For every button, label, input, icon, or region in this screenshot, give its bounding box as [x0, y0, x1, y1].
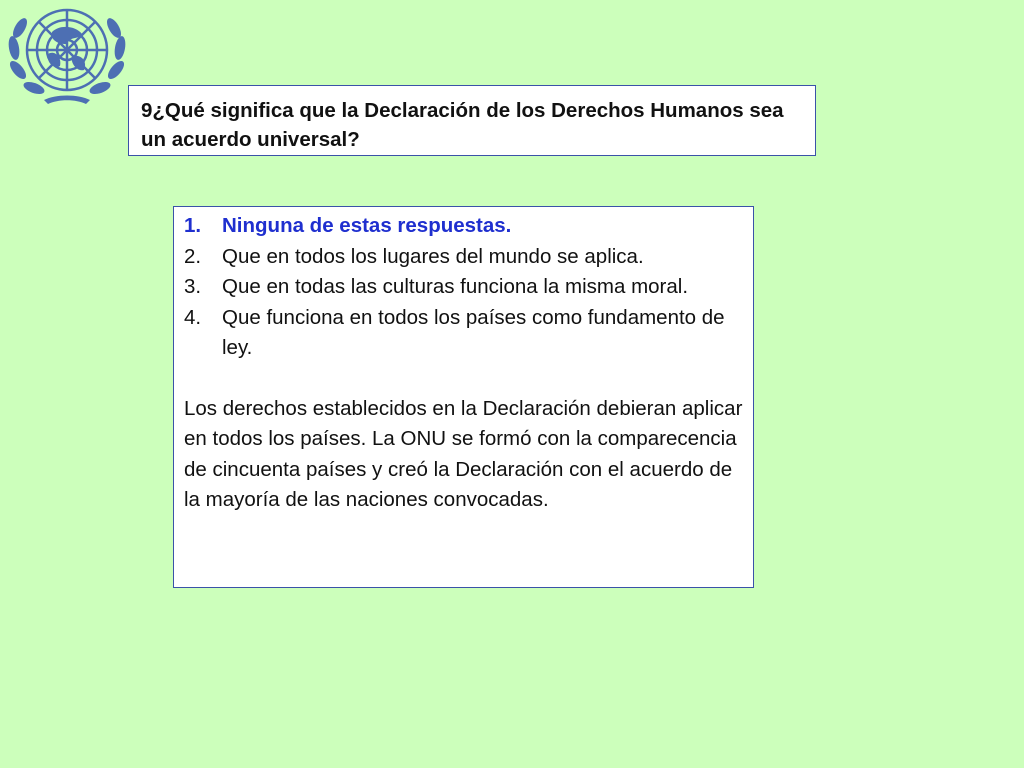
answer-option-2: [184, 242, 743, 273]
option-number: 3.: [184, 275, 202, 298]
explanation-text: Los derechos establecidos en la Declaración debieran aplicar en todos los países. La ONU se formó con la comparecencia de cincuenta países y creó la Declaración con el acuerdo de la mayoría de las naciones convocadas.: [184, 396, 743, 511]
answer-options-list: [184, 211, 743, 364]
option-text: Que funciona en todos los países como fundamento de ley.: [222, 305, 725, 359]
option-number: 2.: [184, 244, 202, 268]
option-text: Que en todas las culturas funciona la misma moral.: [222, 275, 689, 298]
option-number: 1.: [184, 214, 202, 237]
option-text: Que en todos los lugares del mundo se aplica.: [222, 244, 644, 268]
answer-option-4: [184, 303, 743, 364]
question-text: 9¿Qué significa que la Declaración de los Derechos Humanos sea un acuerdo universal?: [141, 99, 784, 151]
answer-option-1: [184, 211, 743, 242]
un-emblem-icon: [0, 0, 134, 112]
answer-option-3: [184, 272, 743, 303]
answer-box: [173, 206, 754, 588]
question-box: [128, 85, 816, 156]
option-text: Ninguna de estas respuestas.: [222, 214, 512, 237]
option-number: 4.: [184, 305, 202, 329]
